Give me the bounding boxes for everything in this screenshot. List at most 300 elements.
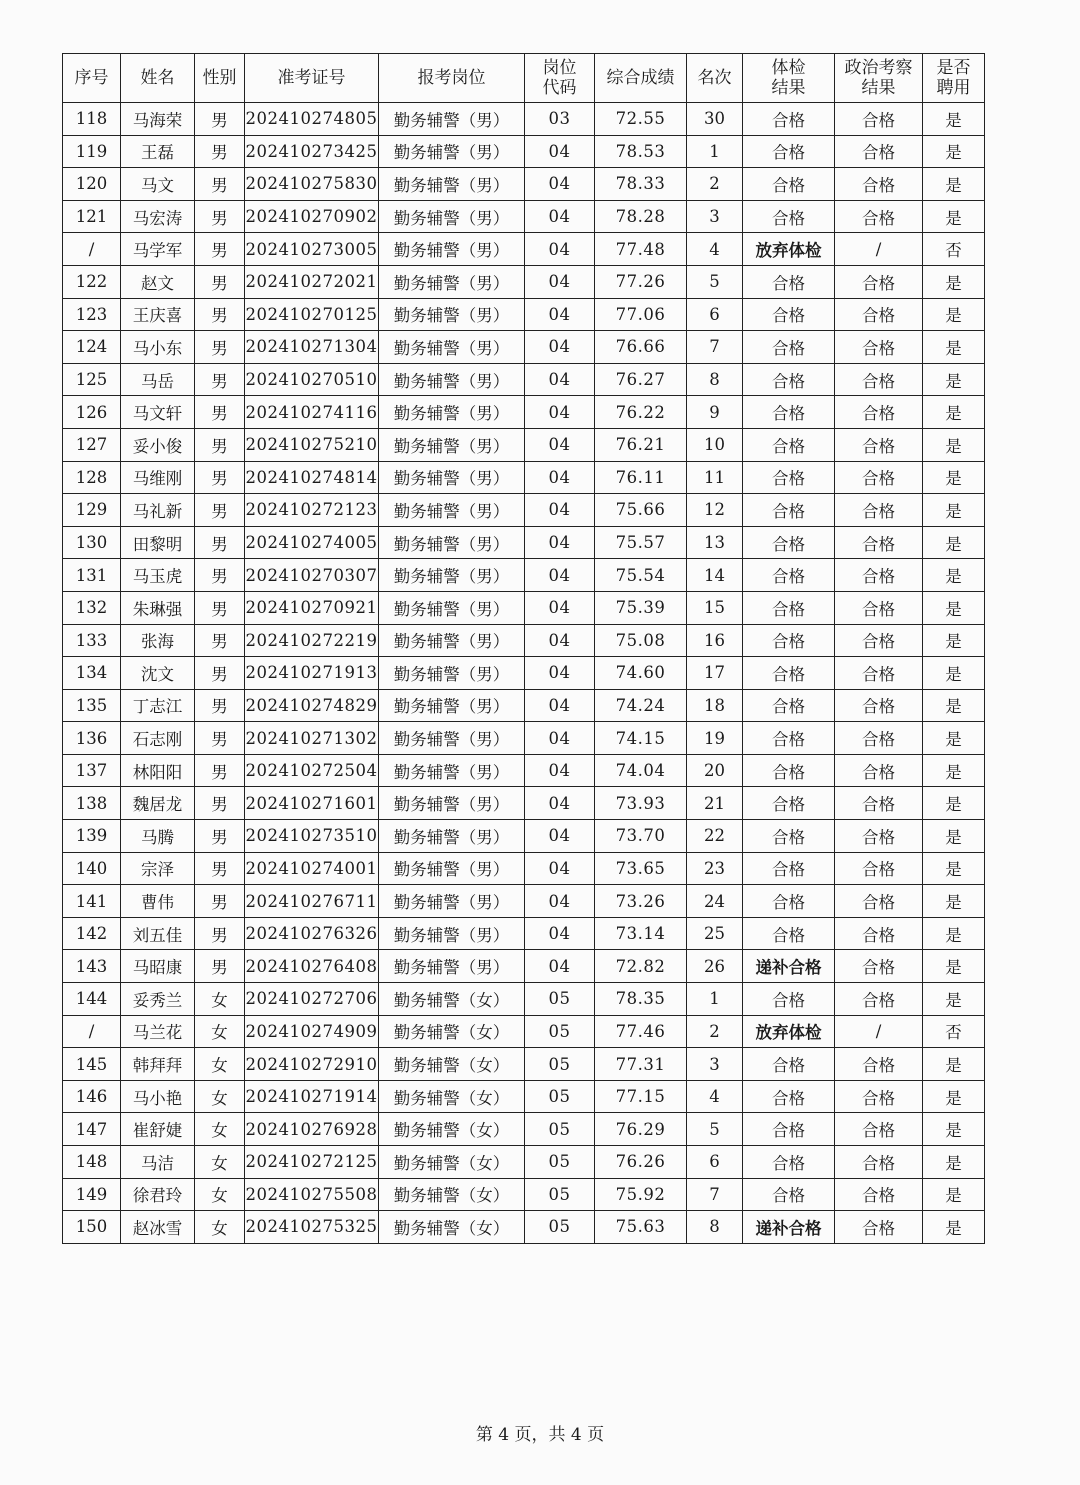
name-cell: 丁志江: [121, 689, 195, 722]
serial-cell: 121: [63, 200, 121, 233]
political-cell: 合格: [835, 852, 923, 885]
political-cell: /: [835, 233, 923, 266]
serial-cell: 122: [63, 265, 121, 298]
exam-cell: 合格: [743, 1146, 835, 1179]
post-code-cell: 04: [525, 428, 595, 461]
post-code-cell: 05: [525, 1178, 595, 1211]
gender-cell: 女: [195, 1113, 245, 1146]
rank-cell: 7: [687, 331, 743, 364]
table-row: [63, 428, 985, 461]
post-code-cell: 04: [525, 624, 595, 657]
rank-cell: 17: [687, 657, 743, 690]
position-cell: 勤务辅警（女）: [379, 1211, 525, 1244]
political-cell: 合格: [835, 1178, 923, 1211]
exam-cell: 合格: [743, 200, 835, 233]
exam-cell: 合格: [743, 298, 835, 331]
position-cell: 勤务辅警（女）: [379, 1113, 525, 1146]
gender-cell: 男: [195, 298, 245, 331]
name-cell: 马礼新: [121, 494, 195, 527]
serial-cell: 143: [63, 950, 121, 983]
name-cell: 沈文: [121, 657, 195, 690]
serial-cell: 136: [63, 722, 121, 755]
gender-cell: 男: [195, 331, 245, 364]
name-cell: 王庆喜: [121, 298, 195, 331]
gender-cell: 女: [195, 1015, 245, 1048]
table-row: [63, 233, 985, 266]
hire-cell: 是: [923, 298, 985, 331]
political-cell: 合格: [835, 591, 923, 624]
score-cell: 78.33: [595, 168, 687, 201]
rank-cell: 21: [687, 787, 743, 820]
political-cell: 合格: [835, 754, 923, 787]
post-code-cell: 05: [525, 983, 595, 1016]
gender-cell: 男: [195, 852, 245, 885]
ticket-cell: 202410273005: [245, 233, 379, 266]
table-body: [63, 103, 985, 1244]
rank-cell: 13: [687, 526, 743, 559]
header-exam: [743, 54, 835, 103]
ticket-cell: 202410276326: [245, 917, 379, 950]
post-code-cell: 05: [525, 1080, 595, 1113]
exam-cell: 合格: [743, 331, 835, 364]
name-cell: 朱琳强: [121, 591, 195, 624]
gender-cell: 男: [195, 103, 245, 136]
hire-cell: 是: [923, 428, 985, 461]
score-cell: 74.60: [595, 657, 687, 690]
gender-cell: 男: [195, 461, 245, 494]
gender-cell: 男: [195, 233, 245, 266]
hire-cell: 是: [923, 363, 985, 396]
exam-cell: 合格: [743, 461, 835, 494]
political-cell: 合格: [835, 624, 923, 657]
ticket-cell: 202410275830: [245, 168, 379, 201]
ticket-cell: 202410272123: [245, 494, 379, 527]
political-cell: 合格: [835, 168, 923, 201]
score-cell: 74.04: [595, 754, 687, 787]
gender-cell: 男: [195, 135, 245, 168]
ticket-cell: 202410271304: [245, 331, 379, 364]
score-cell: 76.21: [595, 428, 687, 461]
ticket-cell: 202410270125: [245, 298, 379, 331]
ticket-cell: 202410276928: [245, 1113, 379, 1146]
serial-cell: 134: [63, 657, 121, 690]
hire-cell: 否: [923, 233, 985, 266]
political-cell: 合格: [835, 885, 923, 918]
post-code-cell: 04: [525, 265, 595, 298]
page-footer: 第 4 页，共 4 页: [475, 1425, 605, 1445]
header-political-line1: 政治考察: [844, 58, 913, 78]
ticket-cell: 202410271601: [245, 787, 379, 820]
score-cell: 75.08: [595, 624, 687, 657]
serial-cell: 144: [63, 983, 121, 1016]
post-code-cell: 04: [525, 917, 595, 950]
score-cell: 76.29: [595, 1113, 687, 1146]
hire-cell: 是: [923, 1048, 985, 1081]
score-cell: 77.48: [595, 233, 687, 266]
table-row: [63, 168, 985, 201]
gender-cell: 男: [195, 363, 245, 396]
ticket-cell: 202410270307: [245, 559, 379, 592]
serial-cell: 130: [63, 526, 121, 559]
table-row: [63, 396, 985, 429]
ticket-cell: 202410273510: [245, 820, 379, 853]
hire-cell: 是: [923, 983, 985, 1016]
post-code-cell: 05: [525, 1048, 595, 1081]
results-table: [62, 53, 985, 1244]
post-code-cell: 04: [525, 787, 595, 820]
political-cell: 合格: [835, 265, 923, 298]
rank-cell: 2: [687, 168, 743, 201]
exam-cell: 合格: [743, 526, 835, 559]
serial-cell: 120: [63, 168, 121, 201]
name-cell: 宗泽: [121, 852, 195, 885]
post-code-cell: 05: [525, 1146, 595, 1179]
exam-cell: 合格: [743, 363, 835, 396]
score-cell: 75.92: [595, 1178, 687, 1211]
position-cell: 勤务辅警（男）: [379, 461, 525, 494]
exam-cell: 合格: [743, 396, 835, 429]
serial-cell: 145: [63, 1048, 121, 1081]
name-cell: 韩拜拜: [121, 1048, 195, 1081]
gender-cell: 男: [195, 787, 245, 820]
hire-cell: 是: [923, 1080, 985, 1113]
header-score: 综合成绩: [595, 54, 687, 103]
name-cell: 石志刚: [121, 722, 195, 755]
rank-cell: 4: [687, 1080, 743, 1113]
exam-cell: 合格: [743, 494, 835, 527]
position-cell: 勤务辅警（男）: [379, 103, 525, 136]
post-code-cell: 04: [525, 526, 595, 559]
exam-cell: 递补合格: [743, 950, 835, 983]
rank-cell: 5: [687, 1113, 743, 1146]
name-cell: 马小艳: [121, 1080, 195, 1113]
score-cell: 74.15: [595, 722, 687, 755]
serial-cell: 148: [63, 1146, 121, 1179]
header-row: [63, 54, 985, 103]
post-code-cell: 04: [525, 689, 595, 722]
header-post-code-line2: 代码: [542, 78, 577, 98]
hire-cell: 是: [923, 1146, 985, 1179]
name-cell: 马维刚: [121, 461, 195, 494]
gender-cell: 男: [195, 200, 245, 233]
header-hire-line1: 是否: [936, 58, 971, 78]
name-cell: 马玉虎: [121, 559, 195, 592]
post-code-cell: 04: [525, 885, 595, 918]
table-row: [63, 559, 985, 592]
post-code-cell: 04: [525, 754, 595, 787]
ticket-cell: 202410273425: [245, 135, 379, 168]
gender-cell: 男: [195, 657, 245, 690]
ticket-cell: 202410274805: [245, 103, 379, 136]
table-row: [63, 1048, 985, 1081]
exam-cell: 合格: [743, 885, 835, 918]
post-code-cell: 04: [525, 461, 595, 494]
ticket-cell: 202410272021: [245, 265, 379, 298]
political-cell: 合格: [835, 1211, 923, 1244]
exam-cell: 递补合格: [743, 1211, 835, 1244]
hire-cell: 是: [923, 591, 985, 624]
header-political-line2: 结果: [861, 78, 896, 98]
header-hire: [923, 54, 985, 103]
political-cell: 合格: [835, 950, 923, 983]
gender-cell: 男: [195, 950, 245, 983]
header-position: 报考岗位: [379, 54, 525, 103]
serial-cell: 118: [63, 103, 121, 136]
name-cell: 魏居龙: [121, 787, 195, 820]
header-post-code: [525, 54, 595, 103]
position-cell: 勤务辅警（男）: [379, 754, 525, 787]
rank-cell: 3: [687, 200, 743, 233]
rank-cell: 5: [687, 265, 743, 298]
hire-cell: 是: [923, 1113, 985, 1146]
rank-cell: 12: [687, 494, 743, 527]
name-cell: 赵冰雪: [121, 1211, 195, 1244]
name-cell: 马洁: [121, 1146, 195, 1179]
serial-cell: 146: [63, 1080, 121, 1113]
position-cell: 勤务辅警（男）: [379, 331, 525, 364]
position-cell: 勤务辅警（女）: [379, 1080, 525, 1113]
score-cell: 77.26: [595, 265, 687, 298]
political-cell: 合格: [835, 103, 923, 136]
hire-cell: 是: [923, 754, 985, 787]
rank-cell: 18: [687, 689, 743, 722]
exam-cell: 合格: [743, 689, 835, 722]
gender-cell: 男: [195, 396, 245, 429]
name-cell: 马昭康: [121, 950, 195, 983]
political-cell: 合格: [835, 559, 923, 592]
political-cell: 合格: [835, 526, 923, 559]
rank-cell: 3: [687, 1048, 743, 1081]
name-cell: 马学军: [121, 233, 195, 266]
score-cell: 75.54: [595, 559, 687, 592]
gender-cell: 男: [195, 820, 245, 853]
post-code-cell: 04: [525, 363, 595, 396]
table-row: [63, 200, 985, 233]
table-row: [63, 657, 985, 690]
position-cell: 勤务辅警（女）: [379, 983, 525, 1016]
ticket-cell: 202410274909: [245, 1015, 379, 1048]
table-row: [63, 591, 985, 624]
name-cell: 崔舒婕: [121, 1113, 195, 1146]
political-cell: /: [835, 1015, 923, 1048]
hire-cell: 是: [923, 917, 985, 950]
position-cell: 勤务辅警（男）: [379, 722, 525, 755]
exam-cell: 合格: [743, 917, 835, 950]
hire-cell: 是: [923, 787, 985, 820]
name-cell: 马文: [121, 168, 195, 201]
score-cell: 73.65: [595, 852, 687, 885]
header-exam-line1: 体检: [771, 58, 806, 78]
ticket-cell: 202410275508: [245, 1178, 379, 1211]
position-cell: 勤务辅警（男）: [379, 950, 525, 983]
hire-cell: 是: [923, 885, 985, 918]
position-cell: 勤务辅警（男）: [379, 168, 525, 201]
table-row: [63, 1211, 985, 1244]
ticket-cell: 202410274001: [245, 852, 379, 885]
ticket-cell: 202410271913: [245, 657, 379, 690]
gender-cell: 男: [195, 624, 245, 657]
rank-cell: 10: [687, 428, 743, 461]
exam-cell: 合格: [743, 103, 835, 136]
position-cell: 勤务辅警（女）: [379, 1146, 525, 1179]
score-cell: 76.26: [595, 1146, 687, 1179]
score-cell: 78.35: [595, 983, 687, 1016]
serial-cell: 131: [63, 559, 121, 592]
table-row: [63, 1015, 985, 1048]
score-cell: 73.14: [595, 917, 687, 950]
position-cell: 勤务辅警（男）: [379, 820, 525, 853]
hire-cell: 是: [923, 135, 985, 168]
position-cell: 勤务辅警（男）: [379, 363, 525, 396]
position-cell: 勤务辅警（男）: [379, 298, 525, 331]
score-cell: 74.24: [595, 689, 687, 722]
political-cell: 合格: [835, 428, 923, 461]
header-hire-line2: 聘用: [936, 78, 971, 98]
political-cell: 合格: [835, 298, 923, 331]
score-cell: 77.46: [595, 1015, 687, 1048]
exam-cell: 合格: [743, 1080, 835, 1113]
hire-cell: 是: [923, 1211, 985, 1244]
header-serial: 序号: [63, 54, 121, 103]
gender-cell: 女: [195, 1146, 245, 1179]
political-cell: 合格: [835, 1048, 923, 1081]
name-cell: 马小东: [121, 331, 195, 364]
serial-cell: 147: [63, 1113, 121, 1146]
table-row: [63, 1146, 985, 1179]
rank-cell: 4: [687, 233, 743, 266]
rank-cell: 20: [687, 754, 743, 787]
hire-cell: 是: [923, 331, 985, 364]
score-cell: 73.70: [595, 820, 687, 853]
gender-cell: 男: [195, 885, 245, 918]
rank-cell: 19: [687, 722, 743, 755]
score-cell: 75.57: [595, 526, 687, 559]
name-cell: 马兰花: [121, 1015, 195, 1048]
hire-cell: 是: [923, 396, 985, 429]
table-row: [63, 624, 985, 657]
position-cell: 勤务辅警（男）: [379, 624, 525, 657]
political-cell: 合格: [835, 689, 923, 722]
rank-cell: 14: [687, 559, 743, 592]
post-code-cell: 05: [525, 1015, 595, 1048]
rank-cell: 7: [687, 1178, 743, 1211]
score-cell: 76.11: [595, 461, 687, 494]
serial-cell: 135: [63, 689, 121, 722]
header-political: [835, 54, 923, 103]
gender-cell: 男: [195, 168, 245, 201]
ticket-cell: 202410274814: [245, 461, 379, 494]
ticket-cell: 202410272504: [245, 754, 379, 787]
score-cell: 77.06: [595, 298, 687, 331]
table-row: [63, 461, 985, 494]
serial-cell: 125: [63, 363, 121, 396]
ticket-cell: 202410274005: [245, 526, 379, 559]
rank-cell: 30: [687, 103, 743, 136]
exam-cell: 合格: [743, 1048, 835, 1081]
ticket-cell: 202410276408: [245, 950, 379, 983]
post-code-cell: 04: [525, 559, 595, 592]
political-cell: 合格: [835, 494, 923, 527]
hire-cell: 否: [923, 1015, 985, 1048]
ticket-cell: 202410272219: [245, 624, 379, 657]
header-rank: 名次: [687, 54, 743, 103]
gender-cell: 男: [195, 265, 245, 298]
gender-cell: 男: [195, 494, 245, 527]
gender-cell: 男: [195, 754, 245, 787]
score-cell: 76.22: [595, 396, 687, 429]
rank-cell: 1: [687, 135, 743, 168]
serial-cell: 137: [63, 754, 121, 787]
post-code-cell: 04: [525, 396, 595, 429]
political-cell: 合格: [835, 983, 923, 1016]
exam-cell: 合格: [743, 657, 835, 690]
score-cell: 75.66: [595, 494, 687, 527]
name-cell: 王磊: [121, 135, 195, 168]
header-name: 姓名: [121, 54, 195, 103]
position-cell: 勤务辅警（男）: [379, 428, 525, 461]
exam-cell: 放弃体检: [743, 1015, 835, 1048]
name-cell: 林阳阳: [121, 754, 195, 787]
score-cell: 78.53: [595, 135, 687, 168]
header-exam-line2: 结果: [771, 78, 806, 98]
name-cell: 曹伟: [121, 885, 195, 918]
rank-cell: 25: [687, 917, 743, 950]
gender-cell: 女: [195, 983, 245, 1016]
political-cell: 合格: [835, 820, 923, 853]
post-code-cell: 04: [525, 233, 595, 266]
post-code-cell: 05: [525, 1113, 595, 1146]
post-code-cell: 04: [525, 168, 595, 201]
table-row: [63, 526, 985, 559]
rank-cell: 9: [687, 396, 743, 429]
serial-cell: 129: [63, 494, 121, 527]
name-cell: 妥秀兰: [121, 983, 195, 1016]
table-row: [63, 363, 985, 396]
position-cell: 勤务辅警（男）: [379, 135, 525, 168]
rank-cell: 22: [687, 820, 743, 853]
exam-cell: 合格: [743, 1178, 835, 1211]
position-cell: 勤务辅警（男）: [379, 657, 525, 690]
serial-cell: 142: [63, 917, 121, 950]
position-cell: 勤务辅警（男）: [379, 591, 525, 624]
hire-cell: 是: [923, 461, 985, 494]
political-cell: 合格: [835, 461, 923, 494]
hire-cell: 是: [923, 657, 985, 690]
table-row: [63, 885, 985, 918]
rank-cell: 8: [687, 1211, 743, 1244]
table-row: [63, 689, 985, 722]
hire-cell: 是: [923, 559, 985, 592]
serial-cell: 123: [63, 298, 121, 331]
position-cell: 勤务辅警（男）: [379, 852, 525, 885]
score-cell: 76.66: [595, 331, 687, 364]
gender-cell: 男: [195, 559, 245, 592]
score-cell: 77.31: [595, 1048, 687, 1081]
position-cell: 勤务辅警（女）: [379, 1048, 525, 1081]
exam-cell: 合格: [743, 1113, 835, 1146]
score-cell: 75.39: [595, 591, 687, 624]
hire-cell: 是: [923, 852, 985, 885]
score-cell: 73.93: [595, 787, 687, 820]
serial-cell: 119: [63, 135, 121, 168]
name-cell: 马岳: [121, 363, 195, 396]
exam-cell: 合格: [743, 559, 835, 592]
political-cell: 合格: [835, 1080, 923, 1113]
score-cell: 72.82: [595, 950, 687, 983]
ticket-cell: 202410272910: [245, 1048, 379, 1081]
gender-cell: 男: [195, 917, 245, 950]
name-cell: 马文轩: [121, 396, 195, 429]
